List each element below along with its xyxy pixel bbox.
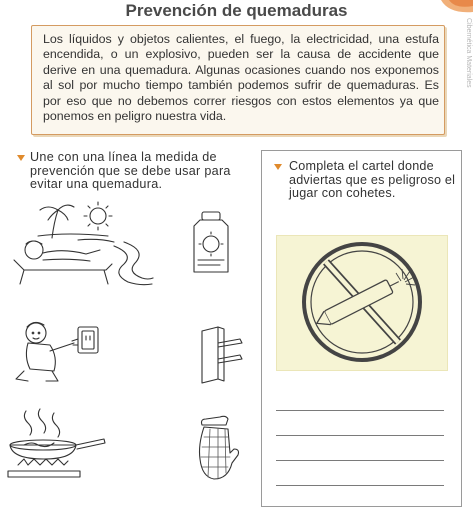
oven-mitt-icon[interactable] (192, 415, 242, 485)
outlet-cover-icon[interactable] (196, 325, 246, 385)
answer-line[interactable] (276, 435, 444, 436)
right-instruction: Completa el cartel donde adviertas que es peligroso el jugar con cohetes. (289, 159, 456, 200)
bullet-triangle-icon (17, 155, 25, 161)
answer-line[interactable] (276, 410, 444, 411)
answer-line[interactable] (276, 460, 444, 461)
sunbather-on-beach-icon[interactable] (8, 198, 153, 288)
intro-paragraph: Los líquidos y objetos calientes, el fuego, la electricidad, una estufa encendida, o un explosivo, pueden ser la causa de accidente que derive en una quemadura. Algunas ocasiones cuando nos exponemos al sol por mucho tiempo también podemos sufrir de quemaduras. Es por eso que no debemos correr riesgos con estos elementos ya que ponemos en peligro nuestra vida. (43, 32, 439, 124)
no-fireworks-sign-icon (276, 235, 446, 369)
child-touching-outlet-icon[interactable] (12, 317, 112, 387)
sunscreen-bottle-icon[interactable] (190, 208, 235, 278)
page-title: Prevención de quemaduras (125, 1, 348, 20)
frying-pan-on-stove-icon[interactable] (4, 405, 109, 480)
bullet-triangle-icon (274, 164, 282, 170)
side-credit: Cibernética Materiales (465, 18, 472, 88)
left-instruction: Une con una línea la medida de prevención que se debe usar para evitar una quemadura. (30, 150, 231, 191)
answer-line[interactable] (276, 485, 444, 486)
